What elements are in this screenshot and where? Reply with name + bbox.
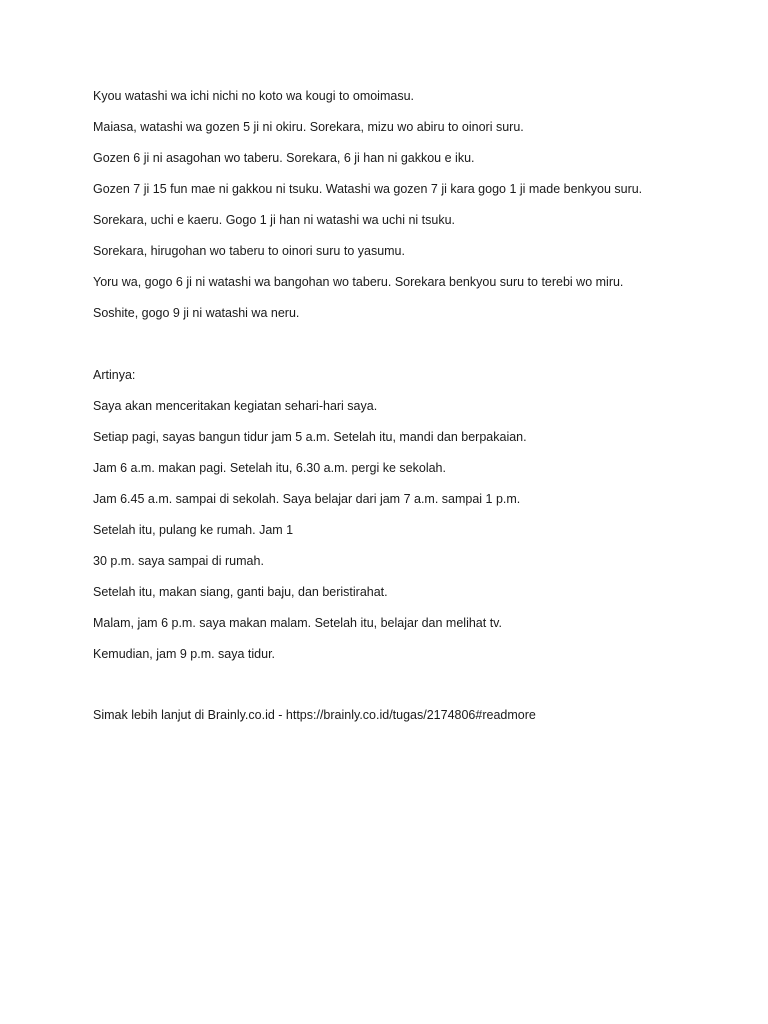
translation-paragraph: Jam 6 a.m. makan pagi. Setelah itu, 6.30 a.m. pergi ke sekolah. bbox=[93, 461, 446, 475]
japanese-paragraph: Soshite, gogo 9 ji ni watashi wa neru. bbox=[93, 306, 300, 320]
translation-heading: Artinya: bbox=[93, 368, 136, 382]
japanese-paragraph: Kyou watashi wa ichi nichi no koto wa kougi to omoimasu. bbox=[93, 89, 414, 103]
japanese-paragraph: Maiasa, watashi wa gozen 5 ji ni okiru. Sorekara, mizu wo abiru to oinori suru. bbox=[93, 120, 524, 134]
japanese-paragraph: Gozen 7 ji 15 fun mae ni gakkou ni tsuku. Watashi wa gozen 7 ji kara gogo 1 ji made benkyou suru. bbox=[93, 182, 643, 196]
translation-paragraph: Malam, jam 6 p.m. saya makan malam. Setelah itu, belajar dan melihat tv. bbox=[93, 616, 502, 630]
translation-paragraph: Setelah itu, makan siang, ganti baju, dan beristirahat. bbox=[93, 585, 388, 599]
translation-paragraph: Saya akan menceritakan kegiatan sehari-hari saya. bbox=[93, 399, 378, 413]
translation-paragraph: Setiap pagi, sayas bangun tidur jam 5 a.m. Setelah itu, mandi dan berpakaian. bbox=[93, 430, 527, 444]
japanese-text-block bbox=[93, 89, 733, 337]
translation-text-block bbox=[93, 368, 733, 678]
translation-paragraph: Kemudian, jam 9 p.m. saya tidur. bbox=[93, 647, 276, 661]
japanese-paragraph: Gozen 6 ji ni asagohan wo taberu. Sorekara, 6 ji han ni gakkou e iku. bbox=[93, 151, 475, 165]
translation-paragraph: Setelah itu, pulang ke rumah. Jam 1 bbox=[93, 523, 294, 537]
source-line: Simak lebih lanjut di Brainly.co.id - https://brainly.co.id/tugas/2174806#readmore bbox=[93, 708, 536, 722]
translation-paragraph: Jam 6.45 a.m. sampai di sekolah. Saya belajar dari jam 7 a.m. sampai 1 p.m. bbox=[93, 492, 521, 506]
japanese-paragraph: Yoru wa, gogo 6 ji ni watashi wa bangohan wo taberu. Sorekara benkyou suru to terebi wo miru. bbox=[93, 275, 624, 289]
japanese-paragraph: Sorekara, uchi e kaeru. Gogo 1 ji han ni watashi wa uchi ni tsuku. bbox=[93, 213, 456, 227]
source-block bbox=[93, 708, 733, 739]
translation-paragraph: 30 p.m. saya sampai di rumah. bbox=[93, 554, 264, 568]
japanese-paragraph: Sorekara, hirugohan wo taberu to oinori suru to yasumu. bbox=[93, 244, 405, 258]
